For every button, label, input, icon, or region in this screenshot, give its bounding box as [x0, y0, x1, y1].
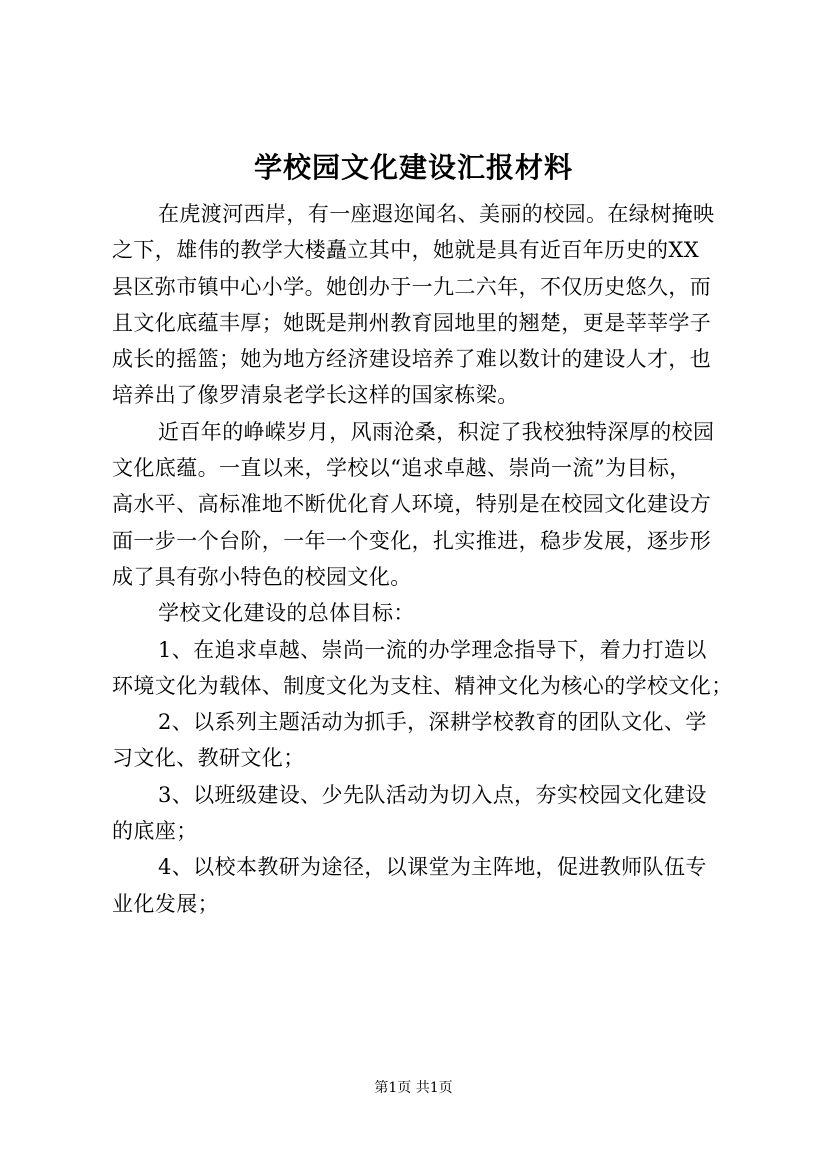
body-line: 县区弥市镇中心小学。她创办于一九二六年，不仅历史悠久，而: [112, 274, 712, 299]
body-line: 环境文化为载体、制度文化为支柱、精神文化为核心的学校文化；: [112, 673, 733, 698]
body-line: 业化发展；: [112, 891, 219, 916]
document-body: [112, 196, 733, 922]
body-line: 文化底蕴。一直以来，学校以“追求卓越、崇尚一流”为目标，: [112, 456, 691, 481]
body-line: 高水平、高标准地不断优化育人环境，特别是在校园文化建设方: [112, 492, 712, 517]
body-line: 2、以系列主题活动为抓手，深耕学校教育的团队文化、学: [158, 710, 707, 735]
body-line: 之下，雄伟的教学大楼矗立其中，她就是具有近百年历史的XX: [112, 238, 700, 263]
body-line: 面一步一个台阶，一年一个变化，扎实推进，稳步发展，逐步形: [112, 528, 712, 553]
body-line: 成了具有弥小特色的校园文化。: [112, 564, 412, 589]
body-line: 成长的摇篮；她为地方经济建设培养了难以数计的建设人才，也: [112, 347, 712, 372]
body-line: 1、在追求卓越、崇尚一流的办学理念指导下，着力打造以: [158, 637, 707, 662]
body-line: 习文化、教研文化；: [112, 746, 305, 771]
body-line: 在虎渡河西岸，有一座遐迩闻名、美丽的校园。在绿树掩映: [158, 202, 715, 226]
body-line: 4、以校本教研为途径，以课堂为主阵地，促进教师队伍专: [158, 855, 707, 880]
body-line: 学校文化建设的总体目标：: [158, 601, 415, 626]
body-line: 培养出了像罗清泉老学长这样的国家栋梁。: [112, 383, 519, 408]
page-footer: 第1页 共1页: [374, 1080, 453, 1096]
document-title: 学校园文化建设汇报材料: [253, 151, 573, 184]
body-line: 3、以班级建设、少先队活动为切入点，夯实校园文化建设: [158, 782, 707, 807]
body-line: 近百年的峥嵘岁月，风雨沧桑，积淀了我校独特深厚的校园: [158, 419, 715, 444]
body-line: 的底座；: [112, 819, 198, 844]
body-line: 且文化底蕴丰厚；她既是荆州教育园地里的翘楚，更是莘莘学子: [112, 310, 712, 335]
